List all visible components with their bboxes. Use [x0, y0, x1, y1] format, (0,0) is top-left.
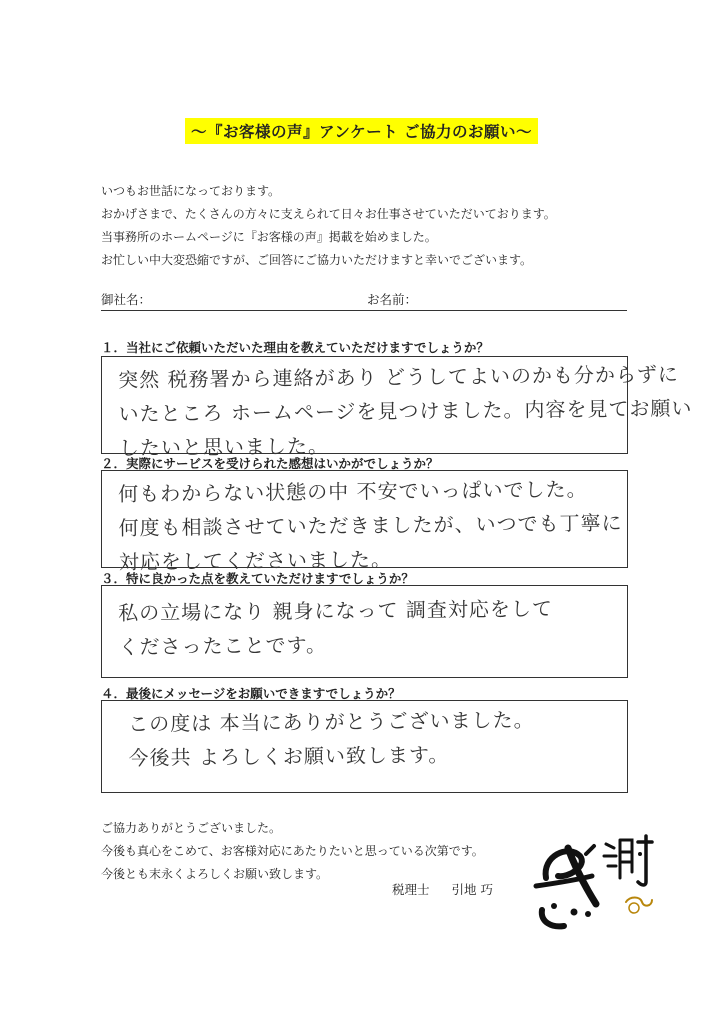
answer-line: いたところ ホームページを見つけました。内容を見てお願い — [118, 395, 693, 426]
respondent-fields — [101, 290, 627, 311]
intro-line: 当事務所のホームページに『お客様の声』掲載を始めました。 — [101, 230, 437, 244]
signer — [392, 880, 493, 898]
answer-box-3 — [101, 585, 628, 678]
intro-line: おかげさまで、たくさんの方々に支えられて日々お仕事させていただいております。 — [101, 207, 556, 221]
closing-line: 今後も真心をこめて、お客様対応にあたりたいと思っている次第です。 — [101, 844, 484, 858]
intro-text — [101, 180, 661, 272]
calligraphy-stamp — [528, 826, 663, 936]
answer-line: したいと思いました。 — [118, 433, 330, 460]
answer-line: 突然 税務署から連絡があり どうしてよいのかも分からずに — [118, 362, 679, 392]
signer-name: 引地 巧 — [451, 882, 493, 897]
answer-3 — [118, 591, 620, 664]
answer-line: 何度も相談させていただきましたが、いつでも丁寧に — [118, 510, 623, 540]
company-field-label: 御社名： — [101, 292, 152, 307]
closing-line: 今後とも末永くよろしくお願い致します。 — [101, 867, 329, 881]
answer-line: 何もわからない状態の中 不安でいっぱいでした。 — [118, 477, 588, 506]
closing-line: ご協力ありがとうございました。 — [101, 821, 282, 835]
name-field-label: お名前： — [367, 292, 418, 307]
answer-box-1 — [101, 356, 693, 460]
question-4: ４．最後にメッセージをお願いできますでしょうか？ — [101, 686, 401, 701]
answer-box-4 — [101, 700, 628, 793]
answer-2 — [118, 472, 623, 579]
question-1: １．当社にご依頼いただいた理由を教えていただけますでしょうか？ — [101, 340, 489, 355]
closing-text — [101, 817, 484, 886]
answer-line: 対応をしてくださいました。 — [118, 547, 393, 574]
answer-4 — [128, 702, 620, 775]
document-title: ～『お客様の声』アンケート ご協力のお願い～ — [185, 118, 538, 144]
answer-box-2 — [101, 470, 628, 574]
answer-line: この度は 本当にありがとうございました。 — [128, 707, 535, 736]
question-3: ３．特に良かった点を教えていただけますでしょうか？ — [101, 571, 414, 586]
intro-line: お忙しい中大変恐縮ですが、ご回答にご協力いただけますと幸いでございます。 — [101, 253, 533, 267]
signer-role: 税理士 — [392, 882, 430, 897]
intro-line: いつもお世話になっております。 — [101, 184, 281, 198]
question-2: ２．実際にサービスを受けられた感想はいかがでしょうか？ — [101, 456, 439, 471]
kansha-calligraphy-icon — [528, 826, 663, 936]
answer-1 — [118, 358, 693, 465]
answer-line: 私の立場になり 親身になって 調査対応をして — [118, 596, 553, 625]
answer-line: 今後共 よろしくお願い致します。 — [128, 742, 450, 770]
title-area — [0, 118, 723, 144]
answer-line: くださったことです。 — [118, 632, 328, 659]
